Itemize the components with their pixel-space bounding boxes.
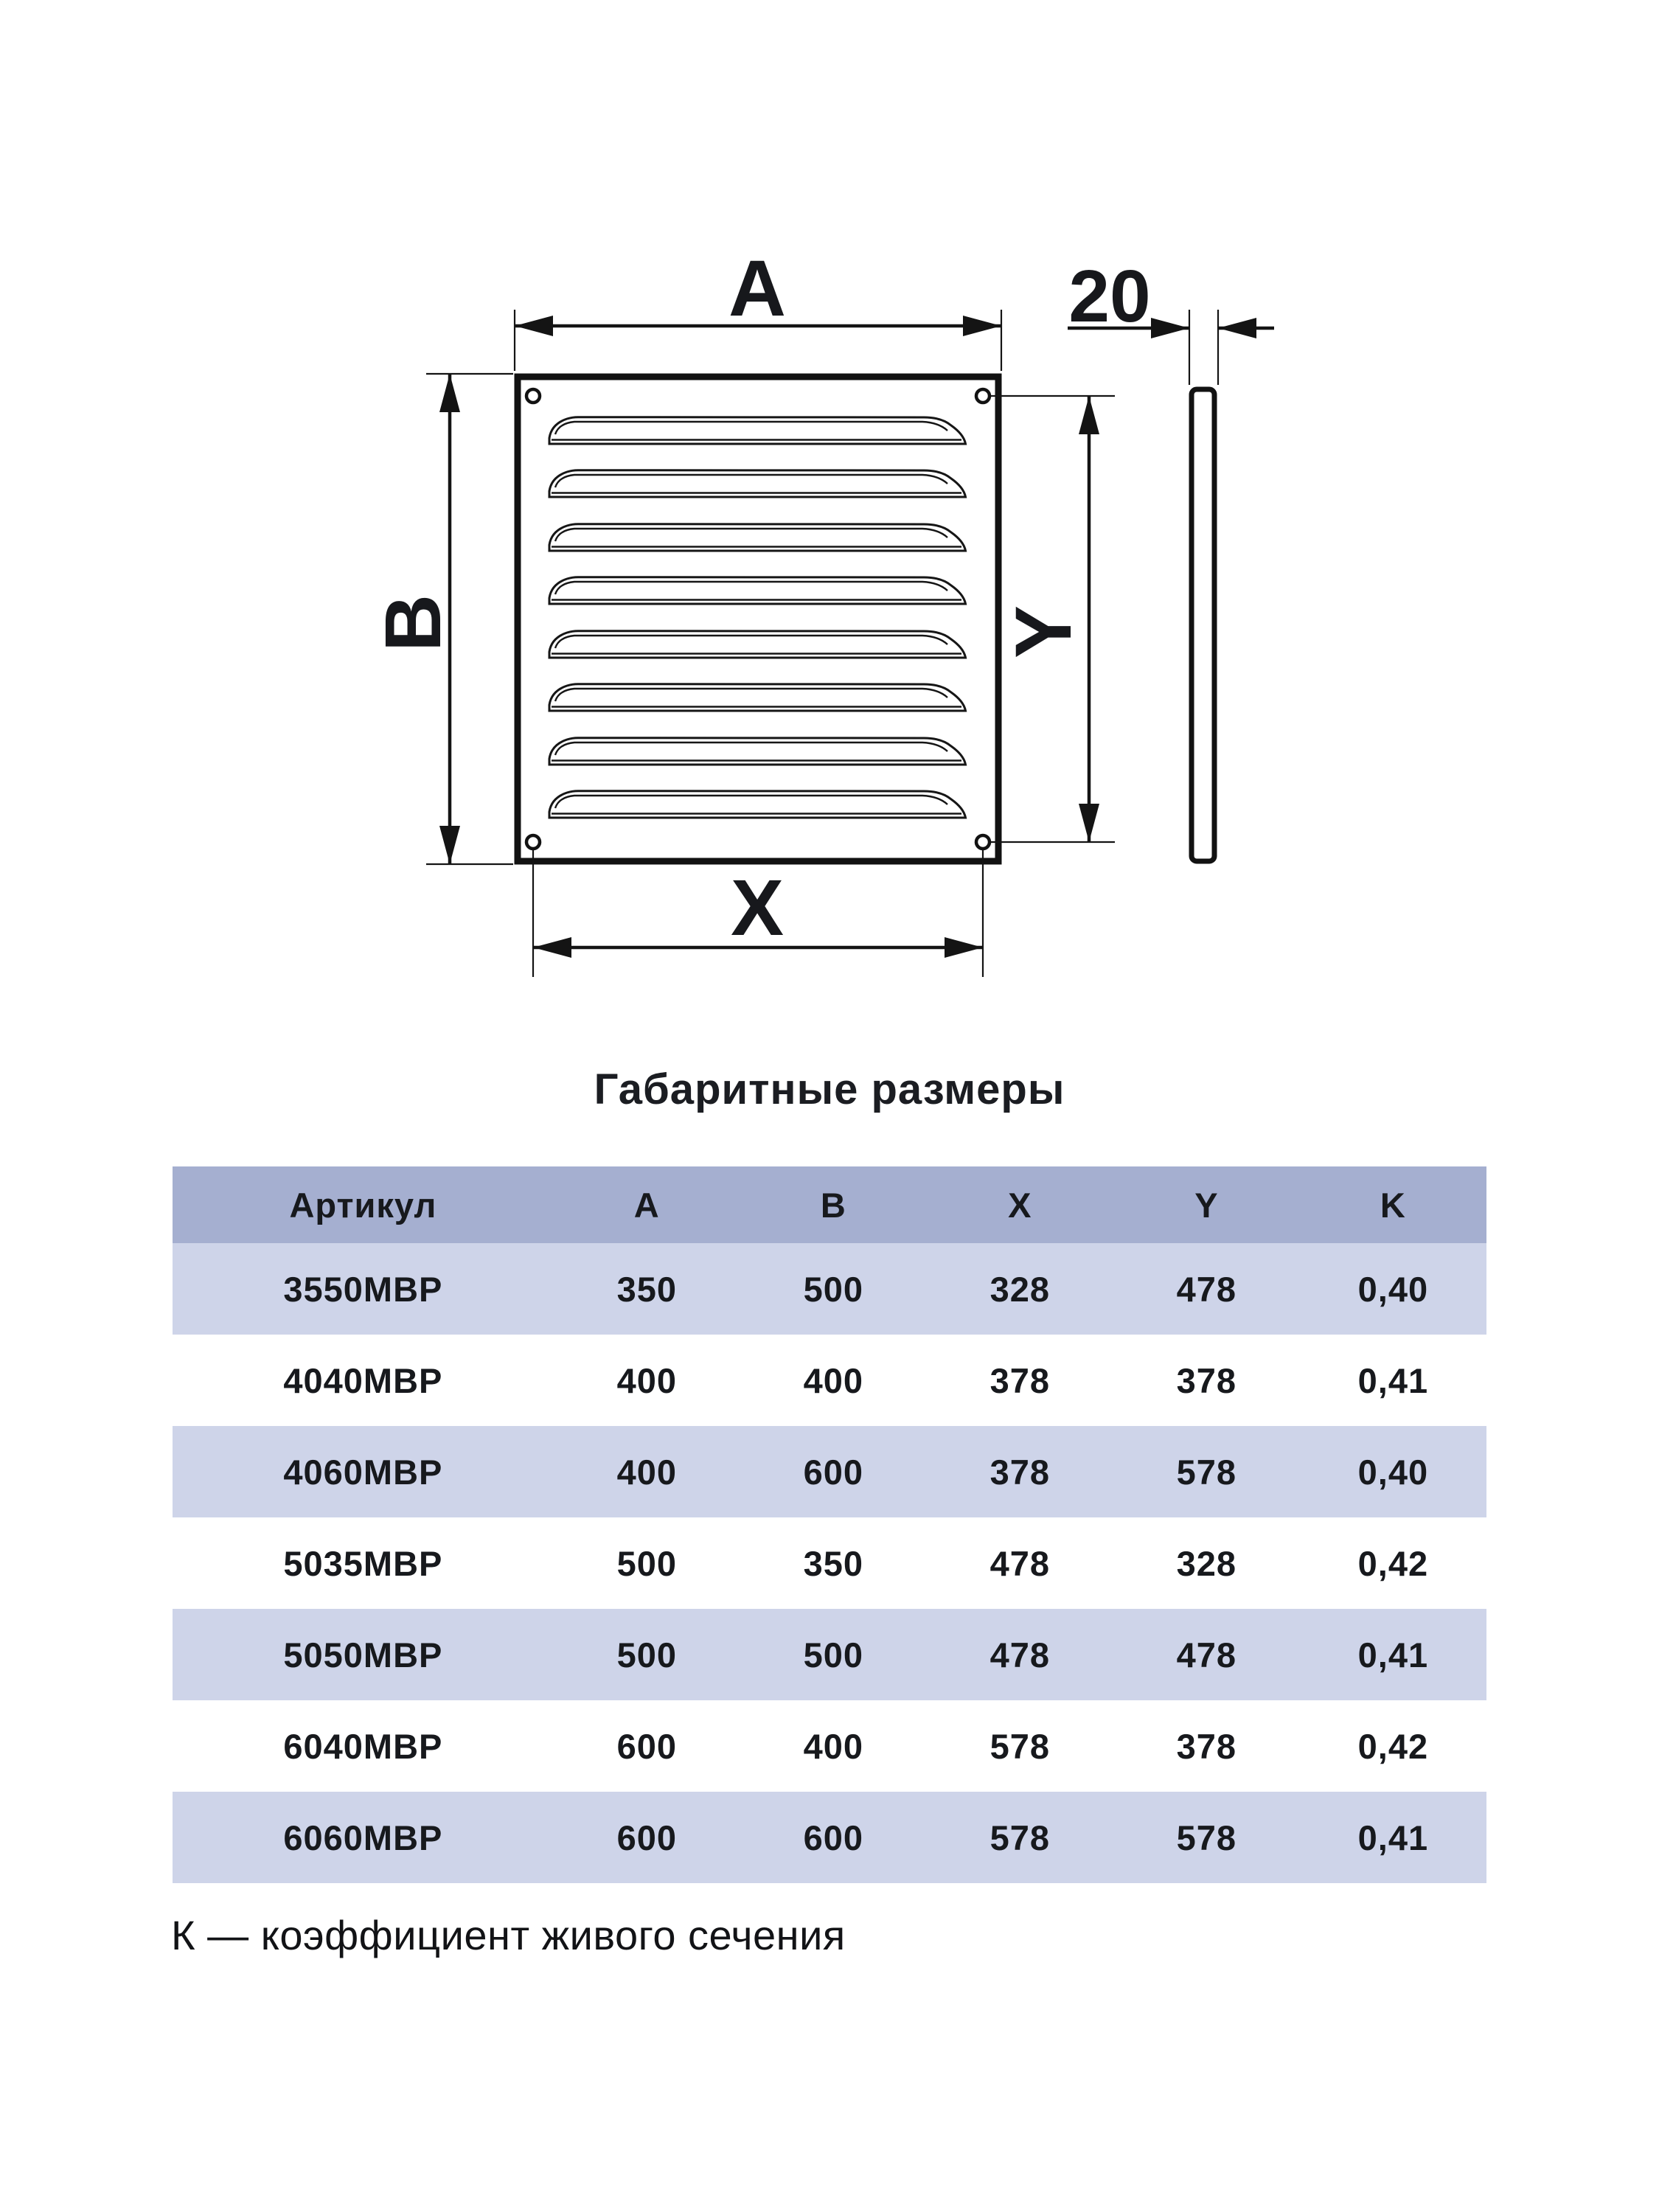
cell-y: 478 <box>1176 1269 1237 1309</box>
column-header-y: Y <box>1194 1185 1219 1225</box>
column-header-article: Артикул <box>289 1185 437 1225</box>
table-row <box>173 1426 1486 1517</box>
table-header-row <box>173 1166 1486 1243</box>
cell-a: 500 <box>616 1635 677 1674</box>
louver-4 <box>549 577 966 604</box>
dimension-x-label: X <box>730 863 785 952</box>
cell-b: 600 <box>803 1818 864 1857</box>
k-coefficient-footnote: К — коэффициент живого сечения <box>171 1912 846 1958</box>
column-header-k: K <box>1380 1185 1406 1225</box>
dimension-a-label: A <box>728 243 786 333</box>
cell-k: 0,40 <box>1357 1269 1429 1309</box>
cell-y: 578 <box>1176 1452 1237 1492</box>
column-header-x: X <box>1008 1185 1032 1225</box>
cell-article: 4040МВР <box>283 1360 443 1400</box>
cell-k: 0,42 <box>1357 1543 1429 1583</box>
cell-article: 6040МВР <box>283 1726 443 1766</box>
cell-y: 378 <box>1176 1360 1237 1400</box>
louver-7 <box>549 738 966 765</box>
dimensions-table <box>173 1166 1486 1883</box>
cell-k: 0,41 <box>1357 1360 1429 1400</box>
column-header-b: B <box>820 1185 846 1225</box>
grille-front-frame <box>518 377 998 861</box>
screw-hole-bottom-right <box>976 835 990 849</box>
column-header-a: A <box>633 1185 660 1225</box>
cell-x: 578 <box>990 1726 1051 1766</box>
table-row <box>173 1335 1486 1426</box>
dimension-a <box>515 243 1001 371</box>
cell-y: 478 <box>1176 1635 1237 1674</box>
cell-a: 350 <box>616 1269 677 1309</box>
cell-b: 350 <box>803 1543 864 1583</box>
cell-a: 600 <box>616 1818 677 1857</box>
cell-a: 500 <box>616 1543 677 1583</box>
dimension-y <box>991 396 1115 842</box>
side-view <box>1068 255 1274 861</box>
cell-a: 400 <box>616 1360 677 1400</box>
cell-article: 6060МВР <box>283 1818 443 1857</box>
dimension-b <box>368 374 513 864</box>
table-row <box>173 1700 1486 1792</box>
cell-x: 478 <box>990 1543 1051 1583</box>
screw-hole-top-right <box>976 389 990 403</box>
cell-k: 0,42 <box>1357 1726 1429 1766</box>
cell-article: 5050МВР <box>283 1635 443 1674</box>
cell-article: 3550МВР <box>283 1269 443 1309</box>
dimension-thickness-label: 20 <box>1068 255 1151 338</box>
cell-b: 500 <box>803 1635 864 1674</box>
screw-hole-top-left <box>526 389 540 403</box>
cell-x: 328 <box>990 1269 1051 1309</box>
cell-x: 478 <box>990 1635 1051 1674</box>
cell-y: 578 <box>1176 1818 1237 1857</box>
louver-5 <box>549 631 966 658</box>
cell-k: 0,41 <box>1357 1818 1429 1857</box>
cell-a: 400 <box>616 1452 677 1492</box>
cell-y: 328 <box>1176 1543 1237 1583</box>
table-row <box>173 1517 1486 1609</box>
table-row <box>173 1792 1486 1883</box>
cell-x: 578 <box>990 1818 1051 1857</box>
cell-article: 5035МВР <box>283 1543 443 1583</box>
cell-b: 600 <box>803 1452 864 1492</box>
cell-k: 0,40 <box>1357 1452 1429 1492</box>
table-row <box>173 1243 1486 1335</box>
table-row <box>173 1609 1486 1700</box>
cell-x: 378 <box>990 1360 1051 1400</box>
louver-2 <box>549 470 966 497</box>
cell-a: 600 <box>616 1726 677 1766</box>
louver-3 <box>549 524 966 551</box>
screw-hole-bottom-left <box>526 835 540 849</box>
page-title: Габаритные размеры <box>594 1065 1065 1113</box>
dimension-b-label: B <box>368 594 457 652</box>
louver-8 <box>549 791 966 818</box>
dimension-y-label: Y <box>998 605 1088 659</box>
cell-b: 400 <box>803 1360 864 1400</box>
side-plate <box>1192 389 1214 861</box>
cell-b: 400 <box>803 1726 864 1766</box>
dimension-x <box>533 849 983 977</box>
cell-k: 0,41 <box>1357 1635 1429 1674</box>
louver-1 <box>549 417 966 444</box>
cell-b: 500 <box>803 1269 864 1309</box>
cell-y: 378 <box>1176 1726 1237 1766</box>
cell-article: 4060МВР <box>283 1452 443 1492</box>
cell-x: 378 <box>990 1452 1051 1492</box>
louver-6 <box>549 684 966 711</box>
